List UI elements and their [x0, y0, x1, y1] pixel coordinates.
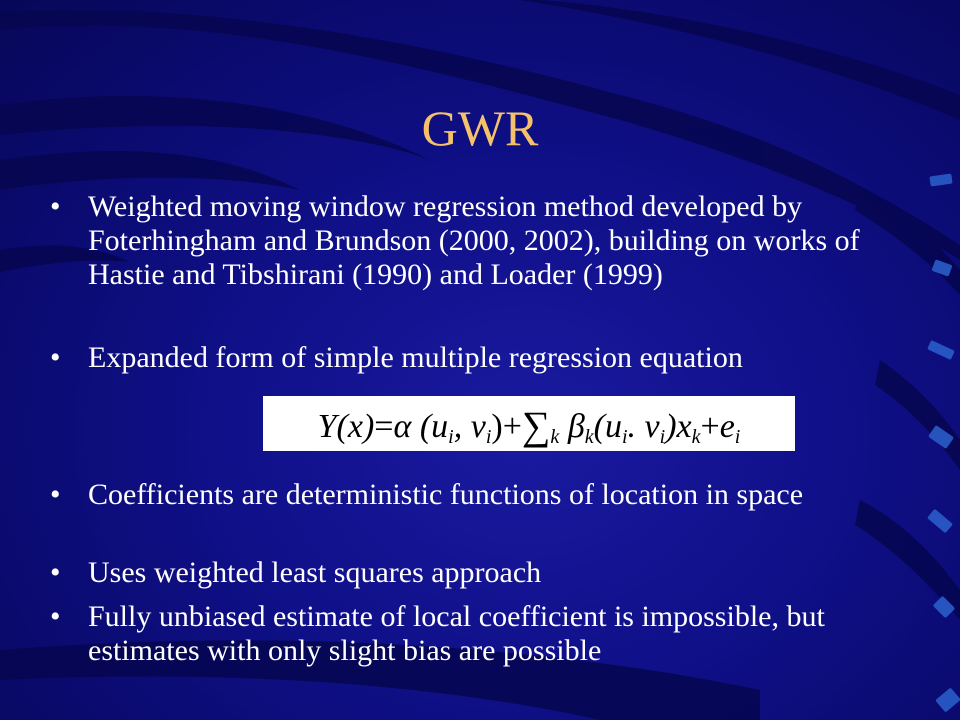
eq-error: e	[719, 408, 735, 445]
eq-dot: . v	[627, 408, 660, 445]
bullet-marker: •	[50, 600, 61, 633]
eq-beta: β	[567, 408, 585, 445]
bullet-marker: •	[50, 341, 61, 374]
eq-sub-i: i	[621, 426, 628, 448]
eq-sum: ∑	[521, 403, 551, 448]
eq-sub-i: i	[659, 426, 666, 448]
eq-plus: +	[700, 408, 720, 445]
bullet-item-1: Weighted moving window regression method developed by Foterhingham and Brundson (2000, 2002), building on works of Hastie and Tibshirani (1990) and Loader (1999)	[88, 190, 860, 291]
bullet-item-5: Fully unbiased estimate of local coefficient is impossible, but estimates with only slight bias are possible	[88, 600, 825, 667]
eq-comma: , v	[453, 408, 486, 445]
gwr-equation	[263, 396, 795, 451]
eq-close: )	[491, 408, 503, 445]
eq-beta-args: (u	[593, 408, 622, 445]
eq-lhs: Y(x)	[317, 408, 375, 445]
eq-sub-i: i	[485, 426, 492, 448]
eq-sub-k: k	[584, 426, 594, 448]
slide-title: GWR	[421, 100, 539, 156]
bullet-item-3: Coefficients are deterministic functions of location in space	[88, 478, 804, 511]
eq-sub-i: i	[734, 426, 741, 448]
bullet-marker: •	[50, 190, 61, 223]
bullet-marker: •	[50, 478, 61, 511]
eq-sub-k: k	[691, 426, 701, 448]
bullet-marker: •	[50, 556, 61, 589]
bullet-item-2: Expanded form of simple multiple regression equation	[88, 341, 743, 374]
eq-sub-i: i	[448, 426, 454, 448]
eq-alpha-args: (u	[419, 408, 449, 445]
eq-plus: +	[502, 408, 522, 445]
eq-alpha: α	[393, 408, 412, 445]
bullet-item-4: Uses weighted least squares approach	[88, 556, 542, 589]
eq-equals: =	[374, 408, 394, 445]
eq-sub-k: k	[550, 426, 560, 448]
eq-close-x: )x	[665, 408, 692, 445]
